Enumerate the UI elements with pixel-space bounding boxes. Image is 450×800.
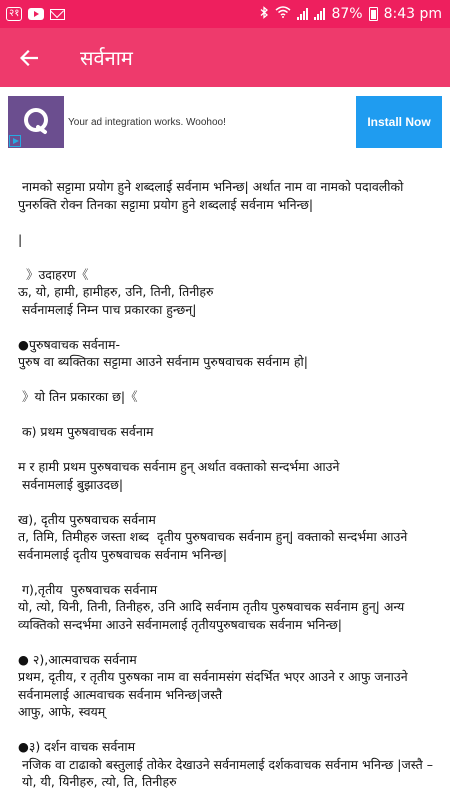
bluetooth-icon: [260, 6, 269, 22]
page-title: सर्वनाम: [80, 46, 133, 70]
paragraph: |: [18, 231, 23, 247]
paragraph: ●३) दर्शन वाचक सर्वनाम नजिक वा टाढाको बस्तुलाई तोकेर देखाउने सर्वनामलाई दर्शकवाचक सर्वनाम भनिन्छ |जस्तै – यो, यी, यिनीहरु, त्यो, ति, तिनीहरु: [18, 739, 433, 789]
mail-icon: [50, 9, 65, 20]
signal-icon: [297, 8, 308, 20]
ad-logo: [8, 96, 64, 148]
wifi-icon: [275, 6, 291, 22]
paragraph: ग),तृतीय पुरुषवाचक सर्वनाम यो, त्यो, यिनी, तिनी, तिनीहरु, उनि आदि सर्वनाम तृतीय पुरुषवाचक सर्वनाम हुन्| अन्य व्यक्तिको सन्दर्भमा आउने सर्वनामलाई तृतीयपुरुषवाचक सर्वनाम भनिन्छ|: [18, 581, 405, 632]
paragraph: म र हामी प्रथम पुरुषवाचक सर्वनाम हुन् अर्थात वक्ताको सन्दर्भमा आउने सर्वनामलाई बुझाउदछ|: [18, 459, 340, 492]
paragraph: 》उदाहरण《 ऊ, यो, हामी, हामीहरु, उनि, तिनी, तिनीहरु सर्वनामलाई निम्न पाच प्रकारका हुन्छन्|: [18, 266, 214, 317]
adchoices-icon[interactable]: [9, 135, 21, 147]
ad-banner[interactable]: [8, 96, 442, 148]
status-bar-notifications: [6, 7, 65, 21]
signal-icon-2: [314, 8, 325, 20]
paragraph: क) प्रथम पुरुषवाचक सर्वनाम: [18, 424, 154, 439]
youtube-icon: [28, 8, 44, 20]
paragraph: 》यो तिन प्रकारका छ|《: [18, 389, 138, 404]
notification-badge: २१: [6, 7, 22, 21]
battery-percent: 87%: [331, 6, 363, 22]
paragraph: ● २),आत्मवाचक सर्वनाम प्रथम, दृतीय, र तृतीय पुरुषका नाम वा सर्वनामसंग संदर्भित भएर आउने र आफु जनाउने सर्वनामलाई आत्मवाचक सर्वनाम भनिन्छ|जस्तै आफु, आफे, स्वयम्: [18, 651, 408, 719]
app-bar: [0, 28, 450, 87]
back-button[interactable]: [0, 28, 58, 87]
paragraph: ख), दृतीय पुरुषवाचक सर्वनाम त, तिमि, तिमीहरु जस्ता शब्द दृतीय पुरुषवाचक सर्वनाम हुन्| वक्ताको सन्दर्भमा आउने सर्वनामलाई दृतीय पुरुषवाचक सर्वनाम भनिन्छ|: [18, 511, 408, 562]
clock: 8:43 pm: [383, 6, 442, 22]
ad-message: Your ad integration works. Woohoo!: [68, 116, 226, 128]
article-content[interactable]: [0, 150, 450, 800]
paragraph: नामको सट्टामा प्रयोग हुने शब्दलाई सर्वनाम भनिन्छ| अर्थात नाम वा नामको पदावलीको पुनरुक्ति रोक्न तिनका सट्टामा प्रयोग हुने शब्दलाई सर्वनाम भनिन्छ|: [18, 179, 408, 212]
chat-logo-icon: [21, 107, 51, 137]
battery-icon: [369, 7, 378, 21]
install-now-button[interactable]: Install Now: [356, 96, 442, 148]
status-bar: [0, 0, 450, 28]
status-bar-system: [260, 6, 442, 22]
paragraph: ●पुरुषवाचक सर्वनाम- पुरुष वा ब्यक्तिका सट्टामा आउने सर्वनाम पुरुषवाचक सर्वनाम हो|: [18, 336, 308, 369]
arrow-back-icon: [20, 50, 38, 66]
